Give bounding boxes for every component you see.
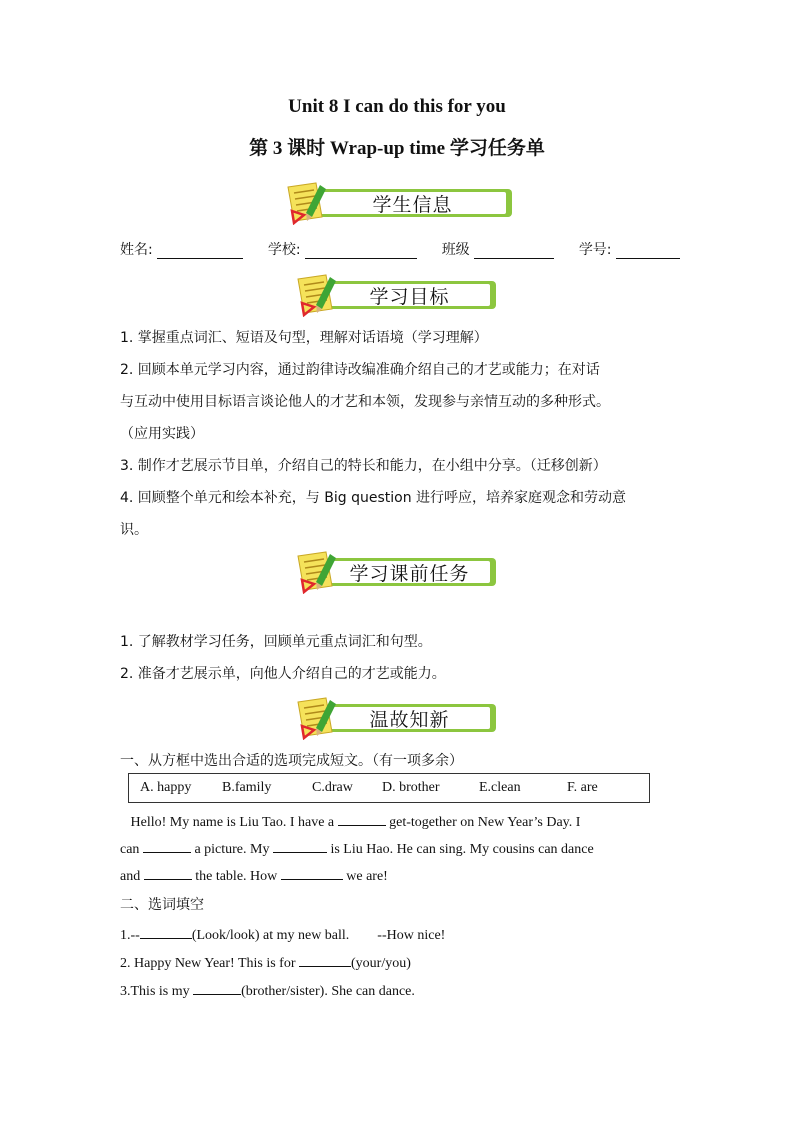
class-label: 班级 xyxy=(441,242,470,258)
goal-item-cont: 与互动中使用目标语言谈论他人的才艺和本领，发现参与亲情互动的多种形式。 xyxy=(120,394,610,410)
option-item: C.draw xyxy=(312,780,353,795)
notebook-pencil-icon xyxy=(292,550,338,594)
answer-blank[interactable] xyxy=(193,981,241,995)
passage-text: and xyxy=(120,869,141,884)
question-text: 1.-- xyxy=(120,928,140,943)
passage-text: get-together on New Year’s Day. I xyxy=(389,815,581,830)
task-item: 2. 准备才艺展示单，向他人介绍自己的才艺或能力。 xyxy=(120,666,446,682)
notebook-pencil-icon xyxy=(282,181,328,225)
school-label: 学校: xyxy=(267,242,301,258)
notebook-pencil-icon xyxy=(292,273,338,317)
name-label: 姓名: xyxy=(120,242,153,258)
passage-text: the table. How xyxy=(195,869,278,884)
number-label: 学号: xyxy=(578,242,612,258)
banner-bar xyxy=(316,189,512,217)
section-title: 温故知新 xyxy=(329,707,490,729)
goal-item-cont: （应用实践） xyxy=(120,426,204,442)
question-text: --How nice! xyxy=(377,928,446,943)
answer-blank[interactable] xyxy=(144,866,192,880)
school-blank[interactable] xyxy=(305,242,417,259)
passage-line xyxy=(120,836,660,863)
passage-line xyxy=(120,809,660,836)
answer-blank[interactable] xyxy=(273,839,327,853)
question-item xyxy=(120,922,660,950)
answer-blank[interactable] xyxy=(140,925,192,939)
class-blank[interactable] xyxy=(474,242,554,259)
name-blank[interactable] xyxy=(157,242,243,259)
question-text: (brother/sister). She can dance. xyxy=(241,984,415,999)
pre-tasks-list xyxy=(120,626,680,690)
option-item: B.family xyxy=(222,780,272,795)
section-title: 学生信息 xyxy=(319,192,506,214)
section-banner-student-info xyxy=(282,181,514,221)
option-item: D. brother xyxy=(382,780,440,795)
option-item: E.clean xyxy=(479,780,521,795)
goal-item: 3. 制作才艺展示节目单，介绍自己的特长和能力，在小组中分享。（迁移创新） xyxy=(120,458,607,474)
option-item: F. are xyxy=(567,780,598,795)
goal-item: 2. 回顾本单元学习内容，通过韵律诗改编准确介绍自己的才艺或能力；在对话 xyxy=(120,362,600,378)
answer-blank[interactable] xyxy=(299,953,351,967)
question-text: (Look/look) at my new ball. xyxy=(191,928,350,943)
answer-blank[interactable] xyxy=(281,866,343,880)
passage-text: a picture. My xyxy=(194,842,270,857)
document-subtitle: 第 3 课时 Wrap-up time 学习任务单 xyxy=(249,138,545,159)
section-banner-review xyxy=(292,696,502,736)
banner-bar xyxy=(326,704,496,732)
cloze-passage xyxy=(120,809,660,890)
name-field[interactable] xyxy=(120,239,243,259)
goal-item-cont: 识。 xyxy=(120,522,148,538)
section-title: 学习课前任务 xyxy=(329,561,490,583)
section-title: 学习目标 xyxy=(329,284,490,306)
goal-item: 1. 掌握重点词汇、短语及句型，理解对话语境（学习理解） xyxy=(120,330,488,346)
question-text: (your/you) xyxy=(351,956,411,971)
passage-line xyxy=(120,863,660,890)
number-blank[interactable] xyxy=(616,242,680,259)
section-banner-pre-tasks xyxy=(292,550,502,590)
class-field[interactable] xyxy=(442,239,554,259)
school-field[interactable] xyxy=(268,239,417,259)
exercise2-questions xyxy=(120,922,660,1006)
number-field[interactable] xyxy=(579,239,680,259)
student-info-row xyxy=(120,239,680,259)
option-item: A. happy xyxy=(140,780,192,795)
options-box xyxy=(128,773,650,803)
answer-blank[interactable] xyxy=(338,812,386,826)
goal-item: 4. 回顾整个单元和绘本补充，与 Big question 进行呼应，培养家庭观念和劳动意 xyxy=(120,490,627,506)
banner-bar xyxy=(326,281,496,309)
question-text: 3.This is my xyxy=(120,984,190,999)
passage-text: can xyxy=(120,842,140,857)
task-item: 1. 了解教材学习任务，回顾单元重点词汇和句型。 xyxy=(120,634,432,650)
question-text: 2. Happy New Year! This is for xyxy=(120,956,296,971)
document-title: Unit 8 I can do this for you xyxy=(288,96,506,117)
exercise1-instruction: 一、从方框中选出合适的选项完成短文。（有一项多余） xyxy=(120,753,463,769)
passage-text: we are! xyxy=(346,869,388,884)
passage-text: Hello! My name is Liu Tao. I have a xyxy=(130,815,335,830)
passage-text: is Liu Hao. He can sing. My cousins can dance xyxy=(330,842,594,857)
question-item xyxy=(120,950,660,978)
exercise2-instruction: 二、选词填空 xyxy=(120,897,204,913)
section-banner-goals xyxy=(292,273,502,313)
goals-list xyxy=(120,322,680,546)
answer-blank[interactable] xyxy=(143,839,191,853)
question-item xyxy=(120,978,660,1006)
notebook-pencil-icon xyxy=(292,696,338,740)
banner-bar xyxy=(326,558,496,586)
